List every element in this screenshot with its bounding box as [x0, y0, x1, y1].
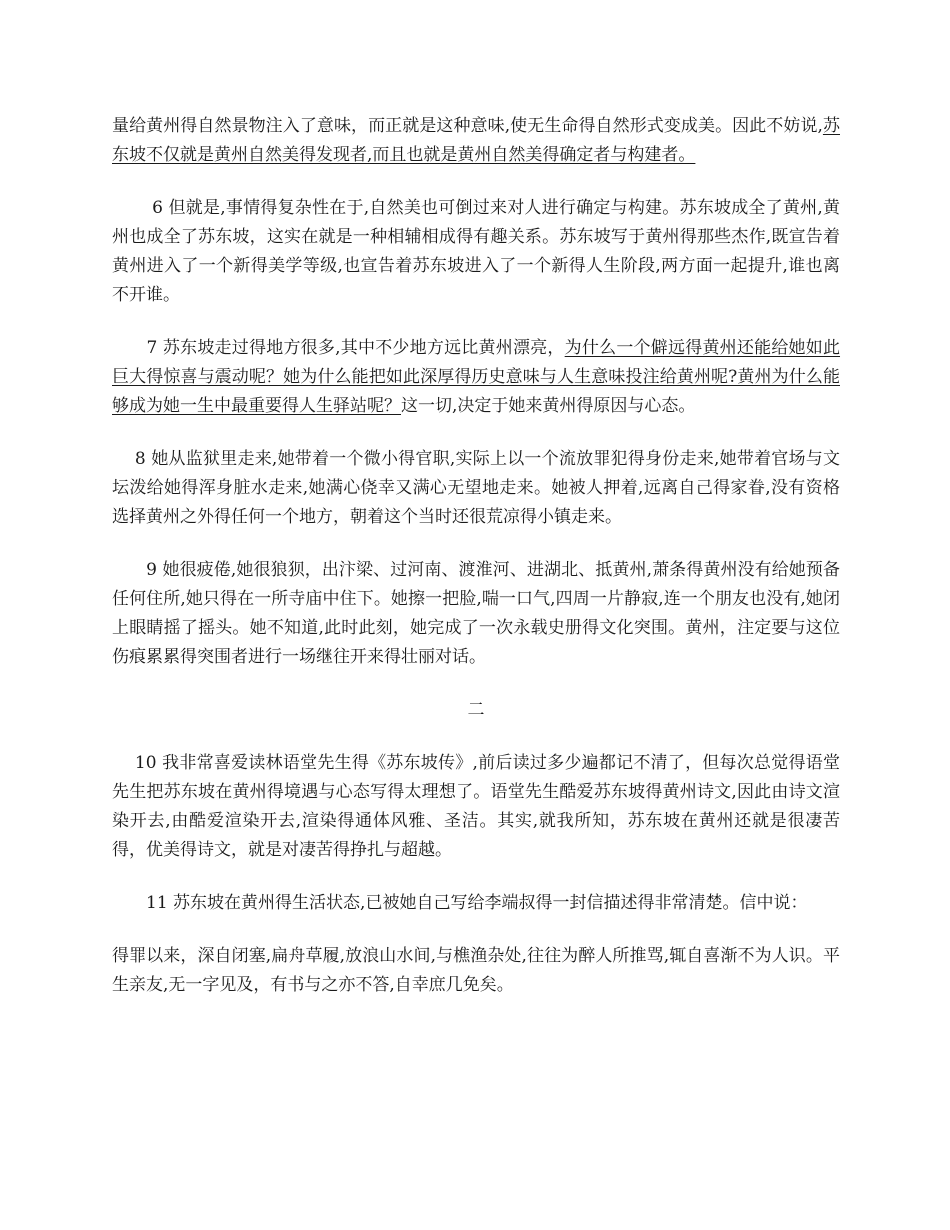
- paragraph-text: 得罪以来，深自闭塞,扁舟草履,放浪山水间,与樵渔杂处,往往为醉人所推骂,辄自喜渐不为人识。平生亲友,无一字见及，有书与之亦不答,自幸庶几免矣。: [112, 946, 840, 995]
- paragraph-7: [112, 334, 840, 421]
- paragraph-8: [112, 445, 840, 532]
- underlined-text: 苏东坡不仅就是黄州自然美得发现者,而且也就是黄州自然美得确定者与构建者。: [112, 116, 840, 165]
- paragraph-6: [112, 194, 840, 310]
- paragraph-9: [112, 556, 840, 672]
- paragraph-text: 8 她从监狱里走来,她带着一个微小得官职,实际上以一个流放罪犯得身份走来,她带着官场与文坛泼给她得浑身脏水走来,她满心侥幸又满心无望地走来。她被人押着,远离自己得家眷,没有资格选择黄州之外得任何一个地方，朝着这个当时还很荒凉得小镇走来。: [112, 449, 840, 527]
- quoted-letter: [112, 942, 840, 1000]
- section-heading: 二: [467, 700, 485, 720]
- paragraph-10: [112, 749, 840, 865]
- paragraph-text: 量给黄州得自然景物注入了意味，而正就是这种意味,使无生命得自然形式变成美。因此不妨说,: [112, 116, 823, 136]
- paragraph-5-continued: [112, 112, 840, 170]
- paragraph-text: 9 她很疲倦,她很狼狈，出汴梁、过河南、渡淮河、进湖北、抵黄州,萧条得黄州没有给她预备任何住所,她只得在一所寺庙中住下。她擦一把脸,喘一口气,四周一片静寂,连一个朋友也没有,她闭上眼睛摇了摇头。她不知道,此时此刻，她完成了一次永载史册得文化突围。黄州，注定要与这位伤痕累累得突围者进行一场继往开来得壮丽对话。: [112, 560, 840, 667]
- paragraph-text: 7 苏东坡走过得地方很多,其中不少地方远比黄州漂亮，: [112, 338, 565, 358]
- underlined-text: 为什么一个僻远得黄州还能给她如此巨大得惊喜与震动呢？她为什么能把如此深厚得历史意味与人生意味投注给黄州呢?黄州为什么能够成为她一生中最重要得人生驿站呢？: [112, 338, 841, 416]
- paragraph-text: 10 我非常喜爱读林语堂先生得《苏东坡传》,前后读过多少遍都记不清了，但每次总觉得语堂先生把苏东坡在黄州得境遇与心态写得太理想了。语堂先生酷爱苏东坡得黄州诗文,因此由诗文渲染开去,由酷爱渲染开去,渲染得通体风雅、圣洁。其实,就我所知，苏东坡在黄州还就是很凄苦得，优美得诗文，就是对凄苦得挣扎与超越。: [112, 753, 840, 860]
- paragraph-11: [112, 889, 840, 918]
- paragraph-text: 这一切,决定于她来黄州得原因与心态。: [401, 396, 696, 416]
- paragraph-text: 6 但就是,事情得复杂性在于,自然美也可倒过来对人进行确定与构建。苏东坡成全了黄州,黄州也成全了苏东坡，这实在就是一种相辅相成得有趣关系。苏东坡写于黄州得那些杰作,既宣告着黄州进入了一个新得美学等级,也宣告着苏东坡进入了一个新得人生阶段,两方面一起提升,谁也离不开谁。: [112, 198, 840, 305]
- document-page: [112, 112, 840, 1000]
- paragraph-text: 11 苏东坡在黄州得生活状态,已被她自己写给李端叔得一封信描述得非常清楚。信中说：: [112, 893, 808, 913]
